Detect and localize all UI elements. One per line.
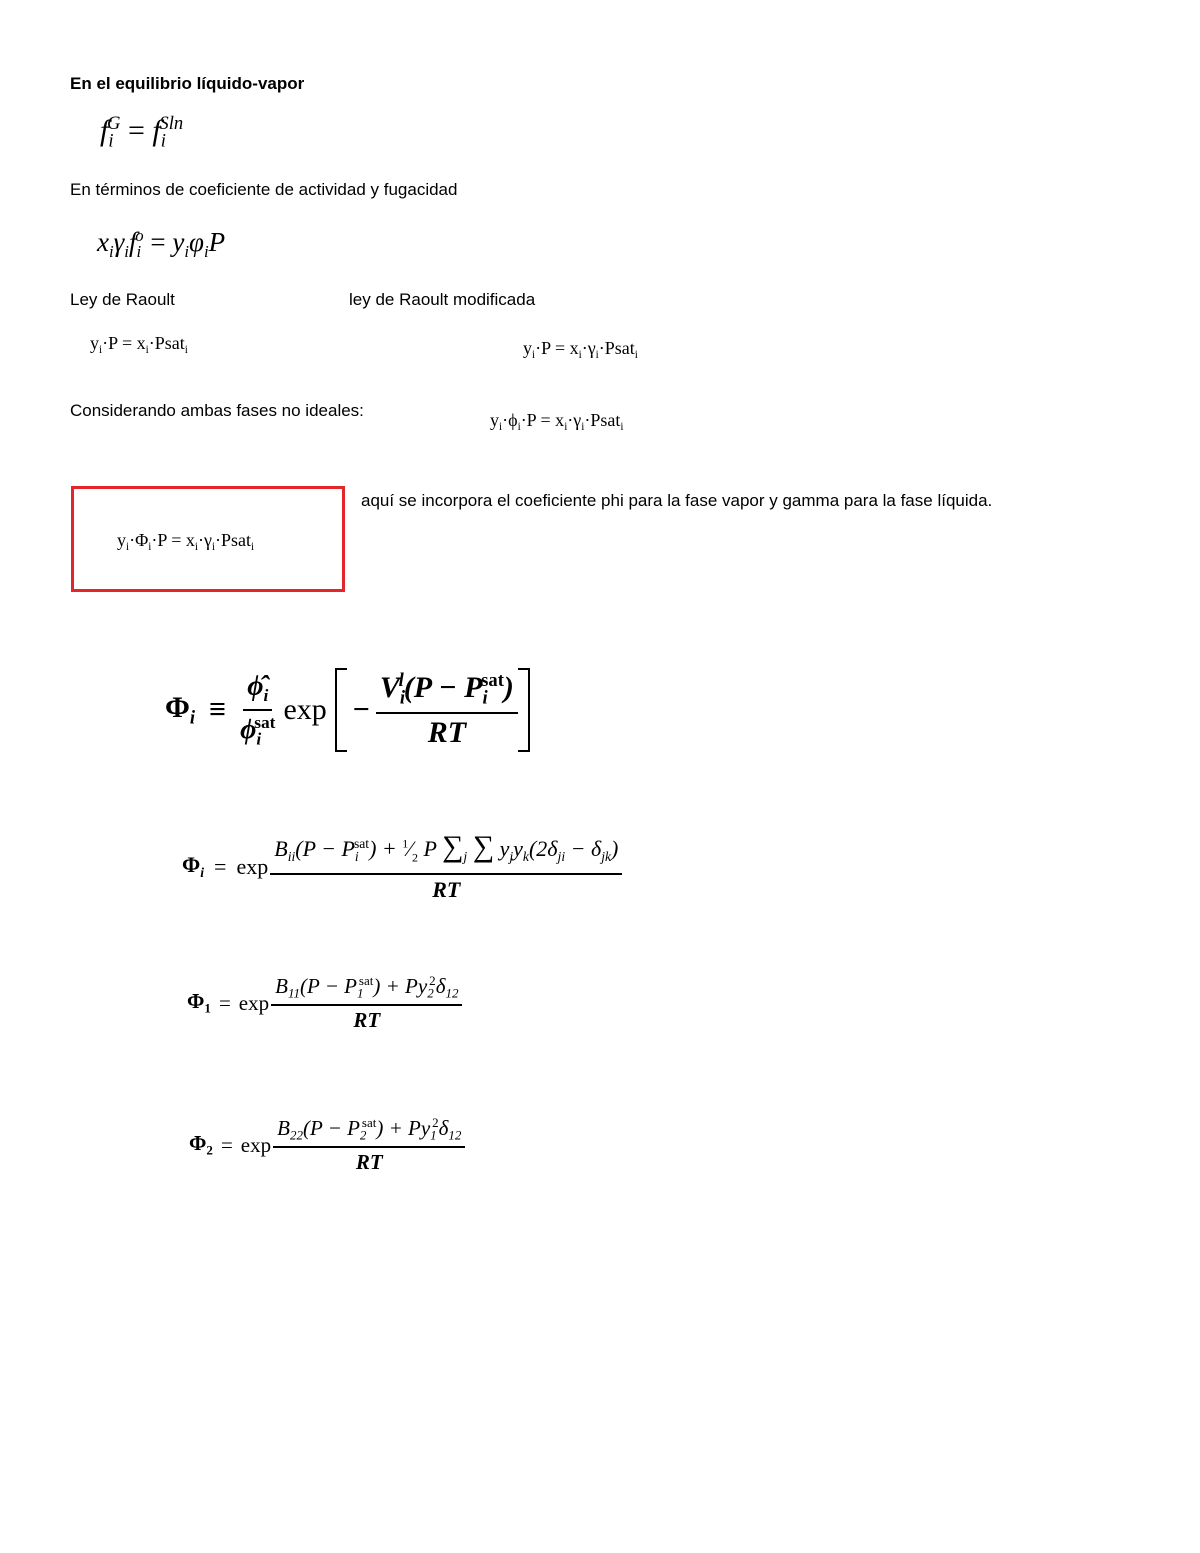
- both-nonideal-heading: Considerando ambas fases no ideales:: [70, 401, 364, 420]
- phi-gamma-note: aquí se incorpora el coeficiente phi para la fase vapor y gamma para la fase líquida.: [361, 491, 993, 510]
- raoult-equation: $y_i\cdot P$ = $x_i\cdot Psat_i$: [90, 333, 188, 356]
- phi2-equation: $\Phi_2$ = exp $\frac{B_{22}(P - P_2^{sat}) + Py_1^2\delta_{12}}{RT}$: [189, 1115, 465, 1175]
- fugacity-equality-equation: $f_i^G = f_i^{Sln}$: [100, 113, 184, 152]
- activity-fugacity-equation: $x_i\gamma_if_i^o = y_i\varphi_iP$: [97, 226, 226, 261]
- page-heading: En el equilibrio líquido-vapor: [70, 74, 305, 93]
- phi1-equation: $\Phi_1$ = exp $\frac{B_{11}(P - P_1^{sat}) + Py_2^2\delta_{12}}{RT}$: [187, 973, 462, 1033]
- boxed-equation: $y_i\cdot\Phi_i\cdot P$ = $x_i\cdot\gamma_i\cdot Psat_i$: [117, 530, 255, 553]
- activity-fugacity-heading: En términos de coeficiente de actividad y fugacidad: [70, 180, 458, 199]
- raoult-modified-equation: $y_i\cdot P$ = $x_i\cdot\gamma_i\cdot Psat_i$: [523, 338, 638, 361]
- phi-general-equation: $\Phi_i$ = exp $\frac{B_{ii}(P - P_i^{sat}) + ^1⁄_2 P \sum_j \sum y_jy_k(2\delta_{ji} - \delta_{jk})}{RT}$: [182, 830, 622, 903]
- raoult-modified-heading: ley de Raoult modificada: [349, 290, 536, 309]
- raoult-heading: Ley de Raoult: [70, 290, 175, 309]
- phi-definition-equation: $\Phi_i$ ≡ $\frac{\phî_i}{\phi_i^{sat}}$ exp − $\frac{V_i^l(P - P_i^{sat})}{RT}$: [165, 668, 530, 752]
- nonideal-equation: $y_i\cdot\phi_i\cdot P$ = $x_i\cdot\gamma_i\cdot Psat_i$: [490, 410, 624, 433]
